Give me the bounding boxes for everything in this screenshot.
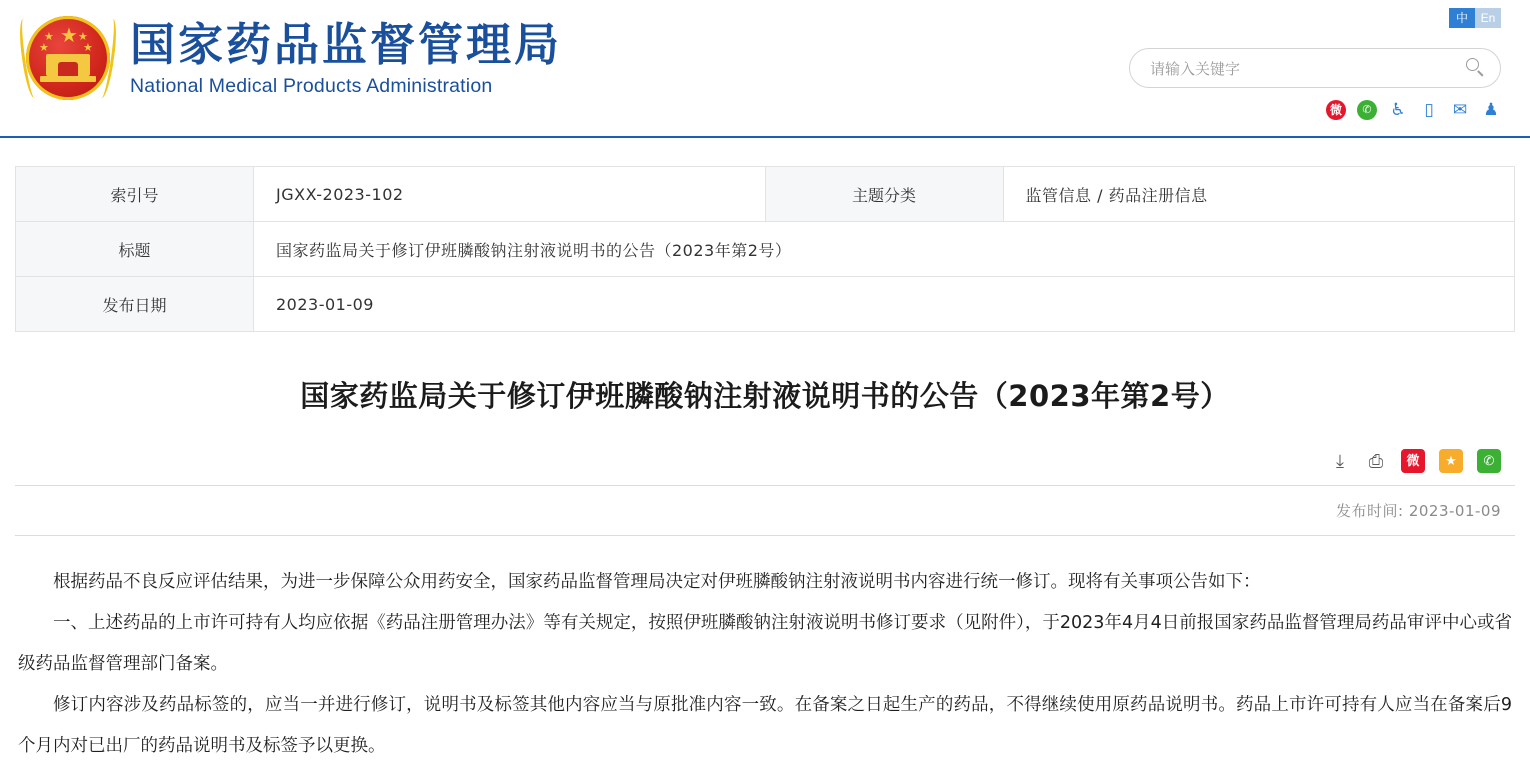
meta-label-date: 发布日期 [16,277,254,332]
mail-icon[interactable]: ✉ [1452,100,1468,119]
article-paragraph: 一、上述药品的上市许可持有人均应依据《药品注册管理办法》等有关规定，按照伊班膦酸钠注射液说明书修订要求（见附件），于2023年4月4日前报国家药品监督管理局药品审评中心或省级药品监督管理部门备案。 [18,613,1512,674]
search-box[interactable] [1129,48,1501,88]
meta-label-category: 主题分类 [765,167,1003,222]
brand-title-cn: 国家药品监督管理局 [130,17,563,71]
weibo-icon[interactable]: 微 [1326,100,1346,120]
share-wechat-icon[interactable]: ✆ [1477,449,1501,473]
meta-value-date: 2023-01-09 [254,277,1515,332]
meta-value-index: JGXX-2023-102 [254,167,766,222]
site-brand[interactable] [20,10,562,106]
lang-option-cn[interactable]: 中 [1449,8,1475,28]
site-header [0,0,1530,138]
search-input[interactable] [1148,49,1452,89]
publish-time [0,500,1501,521]
divider-bottom [15,535,1515,536]
meta-value-category: 监管信息 / 药品注册信息 [1003,167,1515,222]
national-emblem-icon: ★ ★ ★ ★ ★ [20,10,116,106]
lang-option-en[interactable]: En [1475,8,1501,28]
accessibility-icon[interactable]: ♿ [1390,100,1406,119]
search-icon[interactable] [1466,58,1486,78]
meta-label-index: 索引号 [16,167,254,222]
print-icon[interactable]: ⎙ [1368,451,1384,471]
brand-title-en: National Medical Products Administration [130,75,493,98]
favorite-icon[interactable]: ★ [1439,449,1463,473]
language-switcher[interactable] [1449,8,1501,28]
article-toolbar[interactable] [0,449,1515,473]
table-row [16,222,1515,277]
document-meta-table [15,166,1515,332]
article-paragraph: 修订内容涉及药品标签的，应当一并进行修订，说明书及标签其他内容应当与原批准内容一致。在备案之日起生产的药品，不得继续使用原药品说明书。药品上市许可持有人应当在备案后9个月内对已出厂的药品说明书及标签予以更换。 [18,695,1512,756]
share-weibo-icon[interactable]: 微 [1401,449,1425,473]
article-body [18,562,1512,767]
publish-time-value: 2023-01-09 [1408,502,1501,520]
header-social-bar[interactable] [1326,100,1501,120]
meta-label-title: 标题 [16,222,254,277]
table-row [16,277,1515,332]
mobile-icon[interactable]: ▯ [1424,100,1434,119]
wechat-icon[interactable]: ✆ [1357,100,1377,120]
publish-time-label: 发布时间: [1335,502,1404,520]
page-title: 国家药监局关于修订伊班膦酸钠注射液说明书的公告（2023年第2号） [300,379,1230,413]
article-paragraph: 根据药品不良反应评估结果，为进一步保障公众用药安全，国家药品监督管理局决定对伊班膦酸钠注射液说明书内容进行统一修订。现将有关事项公告如下： [53,572,1261,592]
divider-top [15,485,1515,486]
meta-value-title: 国家药监局关于修订伊班膦酸钠注射液说明书的公告（2023年第2号） [254,222,1515,277]
download-icon[interactable]: ⤓ [1336,451,1344,471]
table-row [16,167,1515,222]
user-icon[interactable]: ♟ [1483,100,1499,119]
